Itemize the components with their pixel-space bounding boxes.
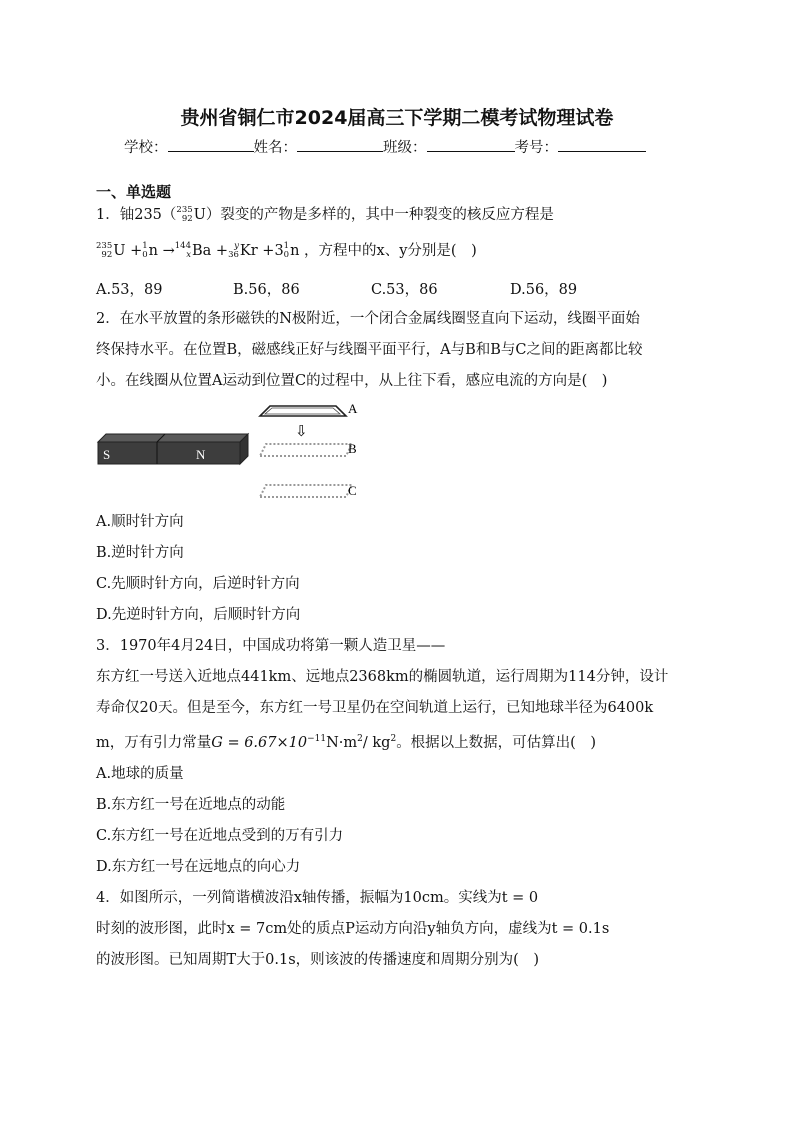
label-c: C	[348, 483, 357, 498]
q1-option-c[interactable]: C.53，86	[371, 282, 438, 298]
student-info-row	[124, 136, 646, 157]
q1-question-tail: ，方程中的x、y分别是( )	[304, 243, 477, 259]
q2-option-b[interactable]: B.逆时针方向	[96, 545, 184, 561]
name-blank[interactable]	[297, 137, 383, 152]
n-pole-label: N	[196, 447, 206, 462]
number-blank[interactable]	[558, 137, 646, 152]
school-blank[interactable]	[168, 137, 254, 152]
uranium-symbol: U	[193, 207, 206, 223]
q1-stem-line1	[96, 205, 554, 225]
q1-option-d[interactable]: D.56，89	[510, 282, 578, 298]
q3-option-b[interactable]: B.东方红一号在近地点的动能	[96, 797, 286, 813]
down-arrow-icon: ⇩	[295, 424, 308, 440]
q1-text-a: 1．铀235（	[96, 207, 177, 223]
gravity-constant: G = 6.67×10	[211, 734, 308, 751]
q3-option-c[interactable]: C.东方红一号在近地点受到的万有引力	[96, 828, 344, 844]
q2-stem-line2: 终保持水平。在位置B，磁感线正好与线圈平面平行，A与B和B与C之间的距离都比较	[96, 342, 643, 358]
q1-equation-line: 235 92 U + 1 0 n → 144 x Ba + y 36 Kr +3 1 0 n ，方程中的x、y分别是( )	[96, 241, 477, 260]
uranium-nuclide-index: 235 92	[176, 205, 193, 224]
class-label: 班级：	[383, 140, 427, 156]
q1-option-a[interactable]: A.53，89	[96, 282, 163, 298]
q2-option-a[interactable]: A.顺时针方向	[96, 514, 184, 530]
q3-stem-line3: 寿命仅20天。但是至今，东方红一号卫星仍在空间轨道上运行，已知地球半径为6400k	[96, 700, 654, 716]
coil-position-a	[260, 401, 358, 416]
q2-option-d[interactable]: D.先逆时针方向，后顺时针方向	[96, 607, 301, 623]
q2-option-c[interactable]: C.先顺时针方向，后逆时针方向	[96, 576, 300, 592]
coil-position-c	[260, 483, 357, 498]
s-pole-label: S	[103, 447, 111, 462]
magnet-coil-figure	[90, 398, 380, 508]
q1-option-b[interactable]: B.56，86	[233, 282, 300, 298]
name-label: 姓名：	[253, 140, 297, 156]
q3-option-d[interactable]: D.东方红一号在远地点的向心力	[96, 859, 301, 875]
coil-position-b	[260, 441, 357, 456]
page-title: 贵州省铜仁市2024届高三下学期二模考试物理试卷	[180, 107, 614, 129]
q4-stem-line1: 4．如图所示，一列简谐横波沿x轴传播，振幅为10cm。实线为t = 0	[96, 890, 539, 906]
label-a: A	[348, 401, 358, 416]
q1-text-b: ）裂变的产物是多样的，其中一种裂变的核反应方程是	[205, 207, 554, 223]
q3-stem-line4: m，万有引力常量$G = 6.67\times 10^{-11}N\cdot m^2/$ $kg^2$。根据以上数据，可估算出( )	[96, 734, 597, 751]
q2-stem-line3: 小。在线圈从位置A运动到位置C的过程中，从上往下看，感应电流的方向是( )	[96, 373, 608, 389]
q3-option-a[interactable]: A.地球的质量	[96, 766, 184, 782]
section-heading: 一、单选题	[96, 183, 172, 201]
class-blank[interactable]	[427, 137, 515, 152]
bar-magnet	[98, 434, 248, 464]
q3-stem-line2: 东方红一号送入近地点441km、远地点2368km的椭圆轨道，运行周期为114分钟，设计	[96, 669, 669, 685]
label-b: B	[348, 441, 357, 456]
q4-stem-line3: 的波形图。已知周期T大于0.1s，则该波的传播速度和周期分别为( )	[96, 952, 539, 968]
q2-stem-line1: 2．在水平放置的条形磁铁的N极附近，一个闭合金属线圈竖直向下运动，线圈平面始	[96, 311, 640, 327]
school-label: 学校：	[124, 140, 168, 156]
number-label: 考号：	[514, 140, 558, 156]
q3-stem-line1: 3．1970年4月24日，中国成功将第一颗人造卫星——	[96, 638, 446, 654]
q4-stem-line2: 时刻的波形图，此时x = 7cm处的质点P运动方向沿y轴负方向，虚线为t = 0.1s	[96, 921, 610, 937]
